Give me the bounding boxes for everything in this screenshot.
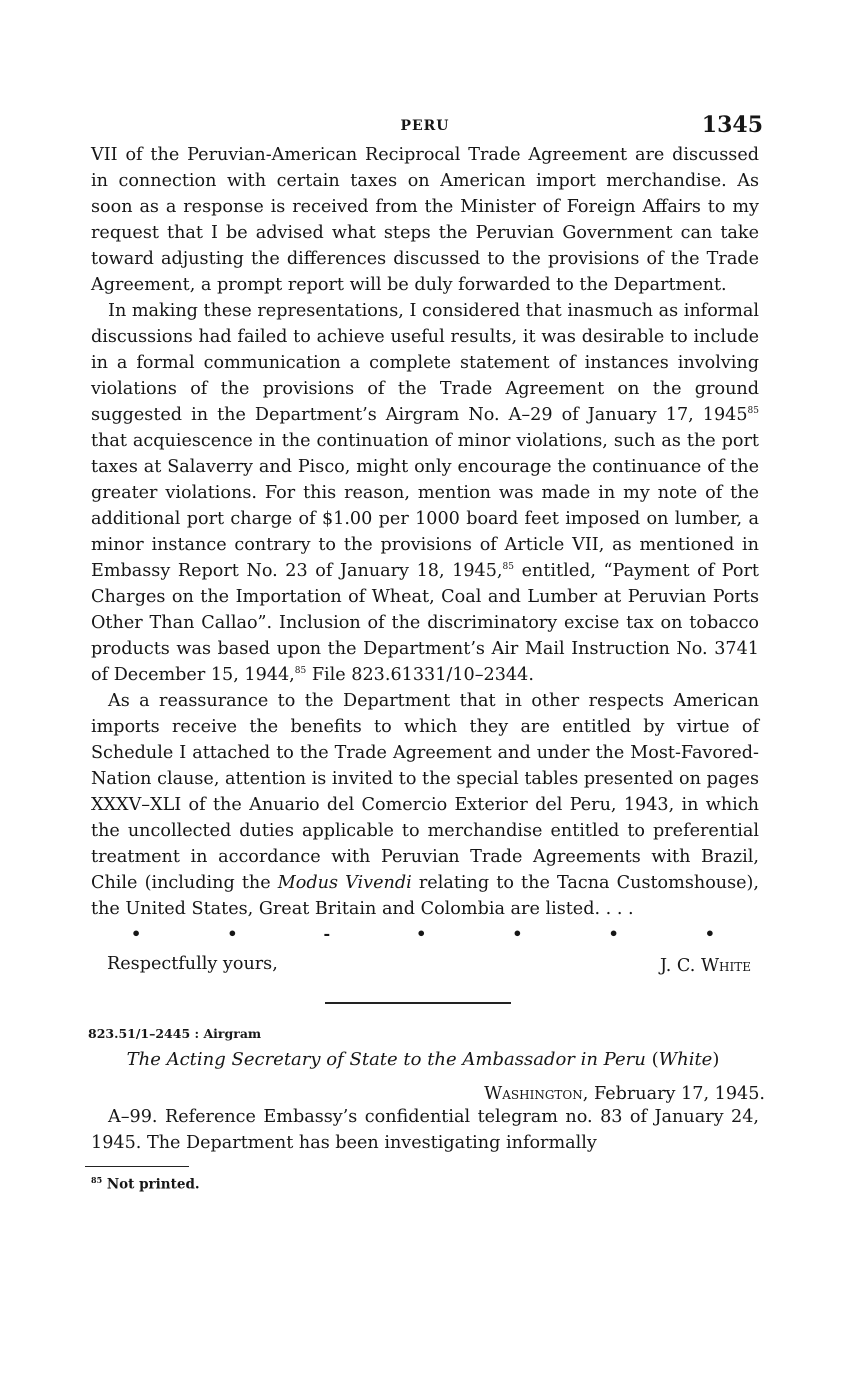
footnote-marker: 85 [502,562,514,572]
running-title: PERU [400,118,450,134]
signature: J. C. White [660,956,751,976]
document-page [88,112,765,1193]
document-heading [87,1049,759,1070]
paragraph-2-part-b: that acquiescence in the continuation of minor violations, such as the port taxes at Salaverry and Pisco, might only encourage the continuance of the greater violations. For this reason, mention was made in my note of the additional port charge of $1.00 per 1000 board feet imposed on lumber, a minor instance contrary to the provisions of Article VII, as mentioned in Embassy Report No. 23 of January 18, 1945, [91,431,759,581]
document2-paragraph: A–99. Reference Embassy’s confidential telegram no. 83 of January 24, 1945. The Department has been investigating informally [91,1107,759,1153]
paragraph-3-part-b: relating to the Tacna Customshouse), the United States, Great Britain and Colombia are listed. . . . [91,873,760,919]
paragraph-3-part-a: As a reassurance to the Department that in other respects American imports receive the benefits to which they are entitled by virtue of Schedule I attached to the Trade Agreement and under the Most-Favored-Nation clause, attention is invited to the special tables presented on pages XXXV–XLI of the Anuario del Comercio Exterior del Peru, 1943, in which the uncollected duties applicable to merchandise entitled to preferential treatment in accordance with Peruvian Trade Agreements with Brazil, Chile (including the [91,691,759,893]
omission-dot: • [416,924,427,943]
dateline-date: , February 17, 1945. [582,1084,765,1104]
omission-dot: • [608,924,619,943]
omission-dots [91,924,759,946]
paragraph-2 [91,298,759,688]
heading-text: The Acting Secretary of State to the Ambassador in Peru [126,1049,646,1070]
footnote-marker: 85 [747,406,759,416]
footnote-number: 85 [91,1175,103,1185]
modus-vivendi-italic: Modus Vivendi [277,873,412,893]
omission-dot: • [704,924,715,943]
running-head [91,112,763,142]
letter-body [91,142,759,922]
document2-body [91,1104,759,1156]
footnote-marker: 85 [294,666,307,676]
dateline-city: Washington [484,1084,583,1104]
footnote [91,1175,759,1193]
footnote-rule [85,1166,189,1167]
paragraph-2-part-d: File 823.61331/10–2344. [306,665,534,685]
omission-dot: • [131,924,142,943]
footnote-text: Not printed. [102,1176,200,1193]
paragraph-3 [91,688,759,922]
paragraph-2-part-c: entitled, “Payment of Port Charges on the Importation of Wheat, Coal and Lumber at Peruvian Ports Other Than Callao”. Inclusion of the discriminatory excise tax on tobacco products was based upon the Department’s Air Mail Instruction No. 3741 of December 15, 1944, [91,561,759,685]
omission-dot: • [227,924,238,943]
paragraph-2-part-a: In making these representations, I considered that inasmuch as informal discussions had failed to achieve useful results, it was desirable to include in a formal communication a complete statement of instances involving violations of the provisions of the Trade Agreement on the ground suggested in the Department’s Airgram No. A–29 of January 17, 1945 [91,301,759,425]
page-number: 1345 [701,112,763,138]
dateline [91,1084,765,1104]
omission-dot: - [323,924,331,943]
paragraph-1: VII of the Peruvian-American Reciprocal Trade Agreement are discussed in connection with certain taxes on American import merchandise. As soon as a response is received from the Minister of Foreign Affairs to my request that I be advised what steps the Peruvian Government can take toward adjusting the differences discussed to the provisions of the Trade Agreement, a prompt report will be duly forwarded to the Department. [91,145,759,295]
heading-recipient-name: White [658,1049,713,1070]
heading-paren-close: ) [712,1049,720,1070]
salutation: Respectfully yours, [107,954,278,974]
file-reference: 823.51/1–2445 : Airgram [88,1026,262,1041]
section-divider [325,1002,511,1004]
heading-paren-open: ( [645,1049,659,1070]
closing-block [91,946,759,1000]
omission-dot: • [512,924,523,943]
